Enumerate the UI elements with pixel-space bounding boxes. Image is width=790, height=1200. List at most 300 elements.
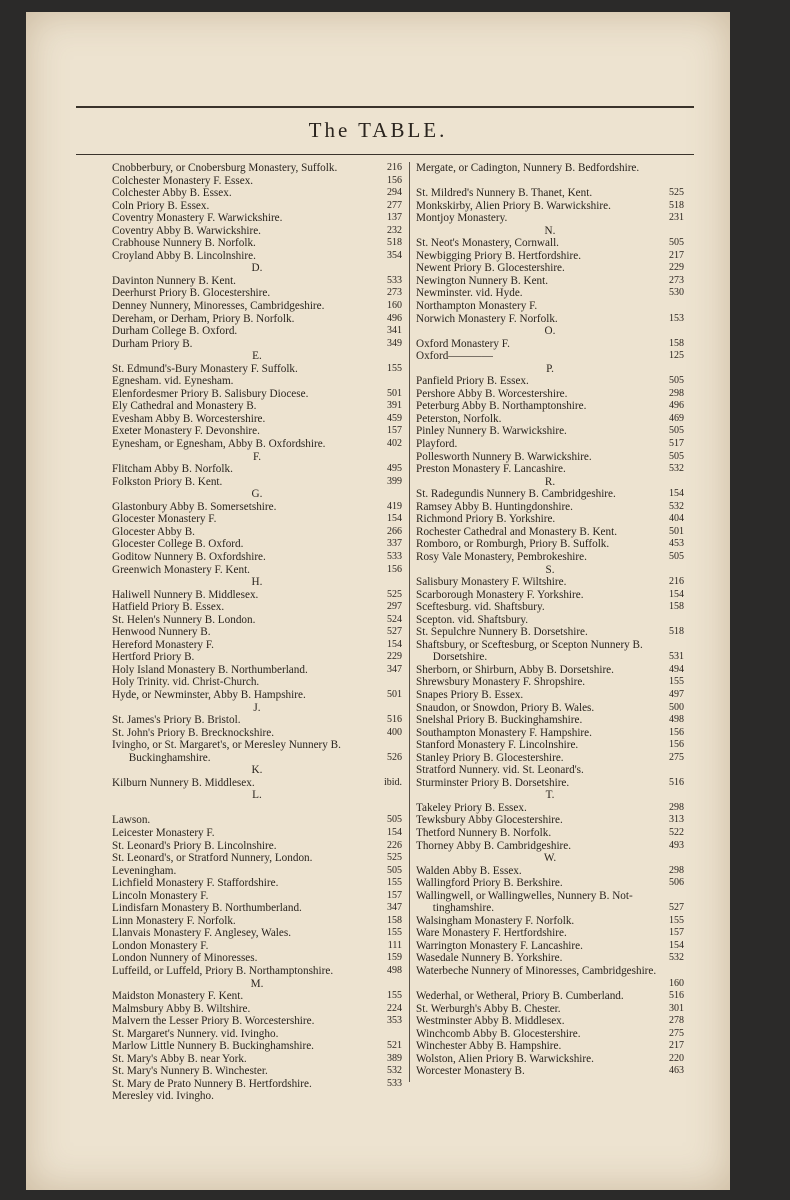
index-entry	[112, 313, 402, 326]
index-entry	[112, 651, 402, 664]
entry-text: Panfield Priory B. Essex.	[416, 375, 529, 388]
entry-text: Sturminster Priory B. Dorsetshire.	[416, 776, 570, 789]
page-number: 275	[669, 1027, 684, 1039]
index-entry	[112, 1090, 402, 1103]
entry-text: Luffeild, or Luffeld, Priory B. Northamptonshire.	[112, 965, 334, 977]
index-entry	[112, 1078, 402, 1091]
entry-text: St. Helen's Nunnery B. London.	[112, 613, 256, 626]
index-entry	[416, 413, 684, 426]
index-entry	[112, 865, 402, 878]
index-entry	[112, 902, 402, 915]
page-number: 525	[669, 187, 684, 199]
index-entry	[416, 300, 684, 313]
page-number: 298	[669, 387, 684, 399]
page-number: 505	[387, 814, 402, 826]
entry-text: Scepton. vid. Shaftsbury.	[416, 613, 529, 626]
entry-text: Peterburg Abby B. Northamptonshire.	[416, 400, 587, 413]
page-number: 111	[387, 939, 402, 951]
entry-text: Snapes Priory B. Essex.	[416, 688, 524, 701]
index-entry	[112, 287, 402, 300]
entry-text: St. Radegundis Nunnery B. Cambridgeshire.	[416, 488, 616, 501]
index-entry	[416, 664, 684, 677]
entry-text: Eynesham, or Egnesham, Abby B. Oxfordshire.	[112, 438, 326, 451]
index-entry	[112, 990, 402, 1003]
page-number	[680, 639, 684, 652]
index-entry	[416, 589, 684, 602]
entry-text: Hatfield Priory B. Essex.	[112, 601, 225, 614]
entry-text: Kilburn Nunnery B. Middlesex.	[112, 776, 255, 789]
index-entry	[416, 890, 684, 903]
page-number: 154	[669, 939, 684, 951]
page-number: 453	[669, 538, 684, 550]
page-number	[398, 739, 402, 752]
page-number: 341	[387, 325, 402, 337]
page-number: 297	[387, 601, 402, 613]
page-number: 298	[669, 801, 684, 813]
entry-text: Pollesworth Nunnery B. Warwickshire.	[416, 450, 592, 463]
page-number: 506	[669, 877, 684, 889]
page-number: 516	[387, 714, 402, 726]
index-entry	[112, 664, 402, 677]
section-letter: N.	[544, 224, 556, 237]
entry-text: Glocester College B. Oxford.	[112, 538, 244, 551]
entry-text: Mergate, or Cadington, Nunnery B. Bedfordshire.	[416, 162, 640, 174]
page-number: 533	[387, 274, 402, 286]
entry-text: Peterston, Norfolk.	[416, 412, 502, 425]
index-entry	[112, 513, 402, 526]
index-entry	[416, 689, 684, 702]
page-title: The TABLE.	[308, 118, 448, 142]
section-letter: S.	[545, 563, 555, 576]
page-number	[680, 890, 684, 903]
page-number: 347	[387, 663, 402, 675]
entry-text: Buckinghamshire.	[112, 751, 211, 764]
page-number: 217	[669, 1040, 684, 1052]
entry-text: Maidston Monastery F. Kent.	[112, 990, 244, 1003]
entry-text: Rosy Vale Monastery, Pembrokeshire.	[416, 550, 587, 563]
index-entry	[416, 388, 684, 401]
page-number: 298	[669, 864, 684, 876]
page-number: 301	[669, 1002, 684, 1014]
entry-text: Dereham, or Derham, Priory B. Norfolk.	[112, 312, 295, 325]
page-number: 155	[669, 914, 684, 926]
page-number: 389	[387, 1052, 402, 1064]
entry-text: Malmsbury Abby B. Wiltshire.	[112, 1002, 251, 1015]
index-entry	[416, 702, 684, 715]
page-number	[680, 300, 684, 313]
page-number: 404	[669, 513, 684, 525]
entry-text: Northampton Monastery F.	[416, 300, 538, 313]
index-entry	[416, 1003, 684, 1016]
index-entry	[416, 877, 684, 890]
page-number: 349	[387, 337, 402, 349]
page-number: 500	[669, 701, 684, 713]
page-number	[680, 965, 684, 978]
section-letter: F.	[252, 450, 262, 463]
page-number: 525	[387, 588, 402, 600]
page-number: 154	[387, 513, 402, 525]
page-number: 158	[387, 914, 402, 926]
entry-text: Coventry Monastery F. Warwickshire.	[112, 212, 283, 225]
page-number: 463	[669, 1065, 684, 1077]
index-entry	[112, 300, 402, 313]
page-number: 505	[669, 550, 684, 562]
page-number: 229	[387, 651, 402, 663]
page-number: 160	[669, 977, 684, 989]
page-number: 155	[387, 927, 402, 939]
page-number: 501	[669, 525, 684, 537]
section-letter: H.	[251, 576, 263, 589]
page-number: 354	[387, 249, 402, 261]
index-entry	[112, 614, 402, 627]
page-number: 496	[669, 400, 684, 412]
index-entry	[416, 275, 684, 288]
entry-text: Meresley vid. Ivingho.	[112, 1090, 214, 1103]
entry-text: Thetford Nunnery B. Norfolk.	[416, 826, 552, 839]
index-entry	[112, 727, 402, 740]
index-entry	[416, 350, 684, 363]
index-entry	[416, 902, 684, 915]
page-number	[680, 162, 684, 175]
column-divider	[409, 162, 410, 1082]
entry-text: London Monastery F.	[112, 939, 209, 952]
entry-text: Henwood Nunnery B.	[112, 626, 211, 639]
index-entry	[416, 162, 684, 175]
page-number: 266	[387, 525, 402, 537]
page-number: 531	[669, 651, 684, 663]
index-entry	[112, 187, 402, 200]
entry-text: Coventry Abby B. Warwickshire.	[112, 224, 261, 237]
entry-text: Dorsetshire.	[416, 651, 488, 664]
index-entry	[416, 1028, 684, 1041]
index-entry	[112, 1040, 402, 1053]
page-number: 525	[387, 852, 402, 864]
index-entry	[112, 526, 402, 539]
page-number: 400	[387, 726, 402, 738]
index-entry	[416, 739, 684, 752]
entry-text: Evesham Abby B. Worcestershire.	[112, 412, 266, 425]
entry-text: Southampton Monastery F. Hampshire.	[416, 726, 592, 739]
section-letter: D.	[251, 262, 263, 275]
index-entry	[416, 865, 684, 878]
entry-text: Llanvais Monastery F. Anglesey, Wales.	[112, 927, 292, 940]
page-number: 337	[387, 538, 402, 550]
entry-text: Oxford Monastery F.	[416, 337, 510, 350]
entry-text: Norwich Monastery F. Norfolk.	[416, 312, 558, 325]
right-column	[416, 162, 684, 1078]
page-number: 501	[387, 387, 402, 399]
index-entry	[112, 175, 402, 188]
entry-text: Playford.	[416, 438, 458, 451]
page-number: 160	[387, 300, 402, 312]
index-entry	[416, 651, 684, 664]
index-entry	[416, 978, 684, 991]
page-number: 273	[669, 274, 684, 286]
entry-text: Oxford————	[416, 350, 494, 363]
page-number: 157	[669, 927, 684, 939]
entry-text: Hertford Priory B.	[112, 651, 195, 664]
section-letter: K.	[251, 764, 263, 777]
title-rule	[76, 154, 694, 155]
entry-text: St. James's Priory B. Bristol.	[112, 714, 241, 727]
left-column	[112, 162, 402, 1103]
page-number: 158	[669, 337, 684, 349]
entry-text: Colchester Monastery F. Essex.	[112, 174, 254, 187]
index-entry	[112, 275, 402, 288]
entry-text: Wallingford Priory B. Berkshire.	[416, 877, 563, 890]
entry-text: Stanford Monastery F. Lincolnshire.	[416, 739, 579, 752]
page-number: 527	[387, 626, 402, 638]
spacer	[416, 175, 684, 188]
page-number: 522	[669, 826, 684, 838]
entry-text: Snelshal Priory B. Buckinghamshire.	[416, 714, 583, 727]
section-letter: L.	[252, 789, 262, 802]
index-entry	[416, 752, 684, 765]
section-letter: G.	[251, 488, 263, 501]
page-number: 402	[387, 438, 402, 450]
index-entry	[112, 840, 402, 853]
index-entry	[416, 1040, 684, 1053]
entry-text: Hyde, or Newminster, Abby B. Hampshire.	[112, 688, 306, 701]
page-number: 154	[387, 638, 402, 650]
entry-text: Malvern the Lesser Priory B. Worcestershire.	[112, 1015, 315, 1028]
entry-text: Preston Monastery F. Lancashire.	[416, 463, 566, 476]
page-number: 313	[669, 814, 684, 826]
page-number: 159	[387, 952, 402, 964]
page-number: 154	[669, 488, 684, 500]
entry-text: Colchester Abby B. Essex.	[112, 187, 232, 200]
page-number: 533	[387, 1077, 402, 1089]
index-entry	[112, 425, 402, 438]
page-number: 229	[669, 262, 684, 274]
section-letter: P.	[546, 362, 554, 375]
page-number: 501	[387, 688, 402, 700]
spacer	[112, 802, 402, 815]
index-entry	[416, 451, 684, 464]
page-number: 498	[669, 714, 684, 726]
page-number	[680, 614, 684, 627]
page-number: 497	[669, 688, 684, 700]
index-entry	[112, 827, 402, 840]
index-entry	[416, 187, 684, 200]
index-entry	[112, 388, 402, 401]
index-entry	[112, 564, 402, 577]
top-rule	[76, 106, 694, 108]
entry-text: Ely Cathedral and Monastery B.	[112, 400, 257, 413]
index-entry	[112, 1065, 402, 1078]
index-entry	[112, 375, 402, 388]
entry-text: Glastonbury Abby B. Somersetshire.	[112, 500, 277, 513]
index-entry	[416, 338, 684, 351]
entry-text: Elenfordesmer Priory B. Salisbury Diocese.	[112, 387, 309, 400]
entry-text: Cnobberbury, or Cnobersburg Monastery, Suffolk.	[112, 162, 338, 174]
entry-text: Takeley Priory B. Essex.	[416, 801, 527, 814]
index-entry	[112, 952, 402, 965]
index-entry	[416, 375, 684, 388]
entry-text: St. Neot's Monastery, Cornwall.	[416, 237, 559, 250]
page-number: 505	[669, 425, 684, 437]
entry-text: Lindisfarn Monastery B. Northumberland.	[112, 902, 302, 915]
index-entry	[416, 551, 684, 564]
index-entry	[112, 965, 402, 978]
entry-text: Warrington Monastery F. Lancashire.	[416, 939, 583, 952]
entry-text: Romboro, or Romburgh, Priory B. Suffolk.	[416, 538, 610, 551]
entry-text: Glocester Abby B.	[112, 525, 195, 538]
index-entry	[416, 827, 684, 840]
index-entry	[416, 1015, 684, 1028]
entry-text: Sherborn, or Shirburn, Abby B. Dorsetshire.	[416, 663, 614, 676]
entry-text: Folkston Priory B. Kent.	[112, 475, 223, 488]
entry-text: Greenwich Monastery F. Kent.	[112, 563, 250, 576]
index-entry	[112, 852, 402, 865]
index-entry	[112, 915, 402, 928]
index-entry	[112, 325, 402, 338]
page-number: 505	[669, 237, 684, 249]
index-entry	[416, 639, 684, 652]
page-number: 277	[387, 199, 402, 211]
entry-text: Croyland Abby B. Lincolnshire.	[112, 249, 256, 262]
index-entry	[416, 438, 684, 451]
index-entry	[112, 890, 402, 903]
section-letter: W.	[543, 852, 557, 865]
index-entry	[112, 1015, 402, 1028]
index-entry	[112, 538, 402, 551]
page-number: 216	[669, 576, 684, 588]
entry-text: Pershore Abby B. Worcestershire.	[416, 387, 568, 400]
page-number: 216	[387, 162, 402, 173]
entry-text: Shaftsbury, or Sceftesburg, or Scepton Nunnery B.	[416, 638, 643, 651]
page-number: 526	[387, 751, 402, 763]
page-number	[398, 375, 402, 388]
index-entry	[112, 501, 402, 514]
index-entry	[416, 200, 684, 213]
page-number: 516	[669, 776, 684, 788]
page-number: 532	[669, 463, 684, 475]
page-number: 505	[387, 864, 402, 876]
index-entry	[112, 413, 402, 426]
index-entry	[416, 287, 684, 300]
entry-text: Waterbeche Nunnery of Minoresses, Cambridgeshire.	[416, 965, 657, 977]
entry-text: Deerhurst Priory B. Glocestershire.	[112, 287, 271, 300]
page-number: 137	[387, 212, 402, 224]
index-entry	[112, 589, 402, 602]
entry-text: Westminster Abby B. Middlesex.	[416, 1015, 565, 1028]
page-number: 156	[387, 174, 402, 186]
index-entry	[416, 714, 684, 727]
page-number: 495	[387, 463, 402, 475]
entry-text: Newington Nunnery B. Kent.	[416, 274, 549, 287]
page-number: 459	[387, 412, 402, 424]
page-number: 518	[387, 237, 402, 249]
entry-text: Durham College B. Oxford.	[112, 325, 238, 338]
index-entry	[416, 400, 684, 413]
page-number: 153	[669, 312, 684, 324]
page-number: 154	[669, 588, 684, 600]
index-entry	[416, 965, 684, 978]
page-number: ibid.	[383, 776, 402, 788]
entry-text: Worcester Monastery B.	[416, 1065, 525, 1078]
index-entry	[112, 927, 402, 940]
index-entry	[416, 814, 684, 827]
index-entry	[112, 200, 402, 213]
index-entry	[416, 262, 684, 275]
index-entry	[112, 639, 402, 652]
entry-text: Ivingho, or St. Margaret's, or Meresley Nunnery B.	[112, 739, 341, 752]
entry-text: Salisbury Monastery F. Wiltshire.	[416, 576, 567, 589]
page-number: 353	[387, 1015, 402, 1027]
page-number: 294	[387, 187, 402, 199]
index-entry	[112, 250, 402, 263]
index-entry	[416, 250, 684, 263]
index-entry	[416, 526, 684, 539]
entry-text: Wallingwell, or Wallingwelles, Nunnery B. Not-	[416, 889, 633, 902]
index-entry	[112, 752, 402, 765]
page-number: 532	[669, 500, 684, 512]
page-number: 278	[669, 1015, 684, 1027]
page-number: 347	[387, 902, 402, 914]
entry-text: Montjoy Monastery.	[416, 212, 508, 225]
entry-text: Crabhouse Nunnery B. Norfolk.	[112, 237, 256, 250]
section-letter: E.	[252, 350, 262, 363]
page-number: 533	[387, 550, 402, 562]
entry-text: Stanley Priory B. Glocestershire.	[416, 751, 564, 764]
index-entry	[416, 626, 684, 639]
index-entry	[416, 727, 684, 740]
index-entry	[416, 764, 684, 777]
entry-text: Tewksbury Abby Glocestershire.	[416, 814, 563, 827]
entry-text: Coln Priory B. Essex.	[112, 199, 210, 212]
index-entry	[416, 1053, 684, 1066]
index-entry	[112, 237, 402, 250]
index-entry	[112, 601, 402, 614]
entry-text: Lawson.	[112, 814, 151, 827]
entry-text: Holy Trinity. vid. Christ-Church.	[112, 676, 260, 689]
entry-text: Shrewsbury Monastery F. Shropshire.	[416, 676, 586, 689]
entry-text: Newent Priory B. Glocestershire.	[416, 262, 565, 275]
page-number: 524	[387, 613, 402, 625]
entry-text: Flitcham Abby B. Norfolk.	[112, 463, 233, 476]
page-number: 217	[669, 249, 684, 261]
index-entry	[112, 400, 402, 413]
index-entry	[416, 840, 684, 853]
entry-text: Newminster. vid. Hyde.	[416, 287, 523, 300]
index-entry	[112, 1028, 402, 1041]
entry-text: Snaudon, or Snowdon, Priory B. Wales.	[416, 701, 595, 714]
entry-text: Scarborough Monastery F. Yorkshire.	[416, 588, 584, 601]
entry-text: Sceftesburg. vid. Shaftsbury.	[416, 601, 545, 614]
page-number: 518	[669, 199, 684, 211]
index-entry	[416, 777, 684, 790]
page-number	[680, 764, 684, 777]
entry-text: Richmond Priory B. Yorkshire.	[416, 513, 556, 526]
page-number: 275	[669, 751, 684, 763]
page-number: 155	[387, 362, 402, 374]
index-entry	[416, 501, 684, 514]
page-number: 419	[387, 500, 402, 512]
page-number: 493	[669, 839, 684, 851]
index-entry	[112, 739, 402, 752]
entry-text: Haliwell Nunnery B. Middlesex.	[112, 588, 259, 601]
page-number: 505	[669, 375, 684, 387]
section-letter: O.	[544, 325, 556, 338]
page-number: 532	[387, 1065, 402, 1077]
index-entry	[416, 488, 684, 501]
page-number: 516	[669, 990, 684, 1002]
entry-text: Linn Monastery F. Norfolk.	[112, 914, 236, 927]
index-entry	[112, 626, 402, 639]
entry-text: St. Leonard's, or Stratford Nunnery, London.	[112, 852, 313, 865]
index-entry	[416, 237, 684, 250]
